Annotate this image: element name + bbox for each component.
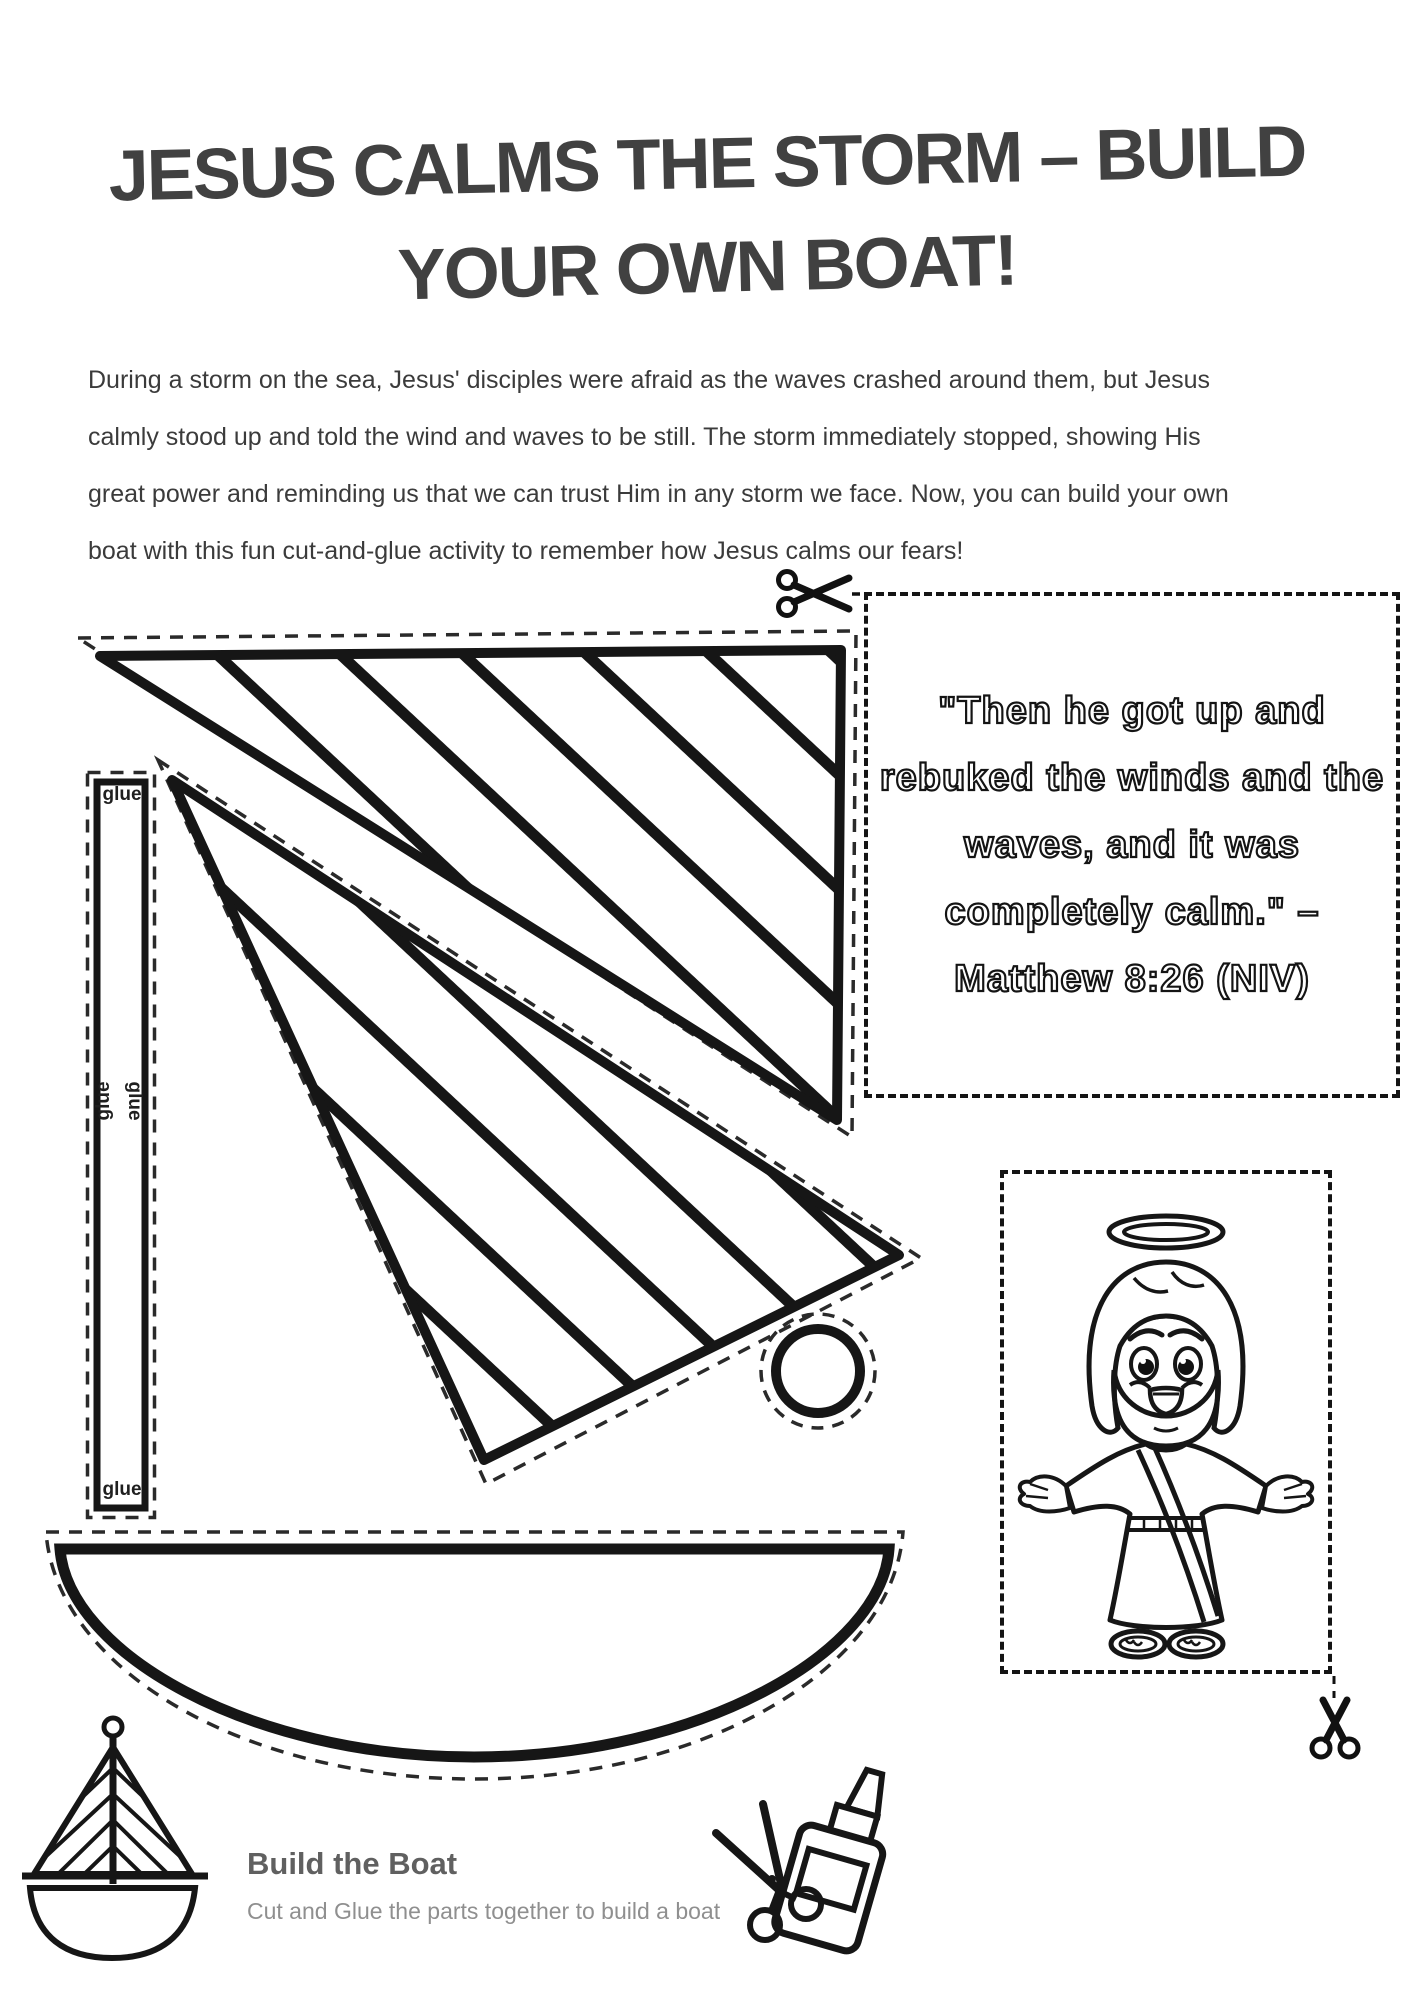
glue-label-top: glue — [102, 784, 142, 805]
footer-heading: Build the Boat — [247, 1846, 458, 1881]
glue-label-middle-right: glue — [124, 1081, 145, 1121]
footer-subheading: Cut and Glue the parts together to build a boat — [247, 1898, 721, 1924]
hull-piece — [46, 1532, 903, 1779]
intro-line: During a storm on the sea, Jesus' disciples were afraid as the waves crashed around them, but Jesus — [88, 366, 1211, 394]
glue-bottle-icon — [772, 1757, 904, 1954]
circle-piece — [761, 1314, 875, 1428]
verse-line: rebuked the winds and the — [879, 757, 1385, 799]
verse-line: waves, and it was — [964, 824, 1300, 866]
sail-piece — [100, 650, 899, 1460]
glue-label-bottom: glue — [102, 1479, 142, 1500]
sailboat-icon — [22, 1718, 208, 1958]
intro-line: calmly stood up and told the wind and waves to be still. The storm immediately stopped, showing His — [88, 423, 1201, 451]
jesus-figure — [1004, 1174, 1328, 1670]
page-title — [0, 112, 1414, 320]
verse-line: Matthew 8:26 (NIV) — [954, 958, 1310, 1000]
verse-line: "Then he got up and — [938, 690, 1326, 732]
jesus-cutout-box — [1000, 1170, 1332, 1674]
intro-paragraph — [88, 352, 1368, 580]
mast-strip — [88, 773, 155, 1518]
tools-illustration — [716, 1757, 904, 1954]
intro-line: great power and reminding us that we can trust Him in any storm we face. Now, you can build your own — [88, 480, 1229, 508]
memory-verse-box — [864, 592, 1400, 1098]
verse-line: completely calm." – — [944, 891, 1320, 933]
glue-label-middle-left: glue — [93, 1081, 114, 1121]
scissors-icon-side — [1312, 1676, 1358, 1757]
page-title-line-1: JESUS CALMS THE STORM – BUILD — [107, 111, 1307, 217]
page-title-line-2: YOUR OWN BOAT! — [396, 220, 1018, 316]
intro-line: boat with this fun cut-and-glue activity to remember how Jesus calms our fears! — [88, 537, 964, 565]
